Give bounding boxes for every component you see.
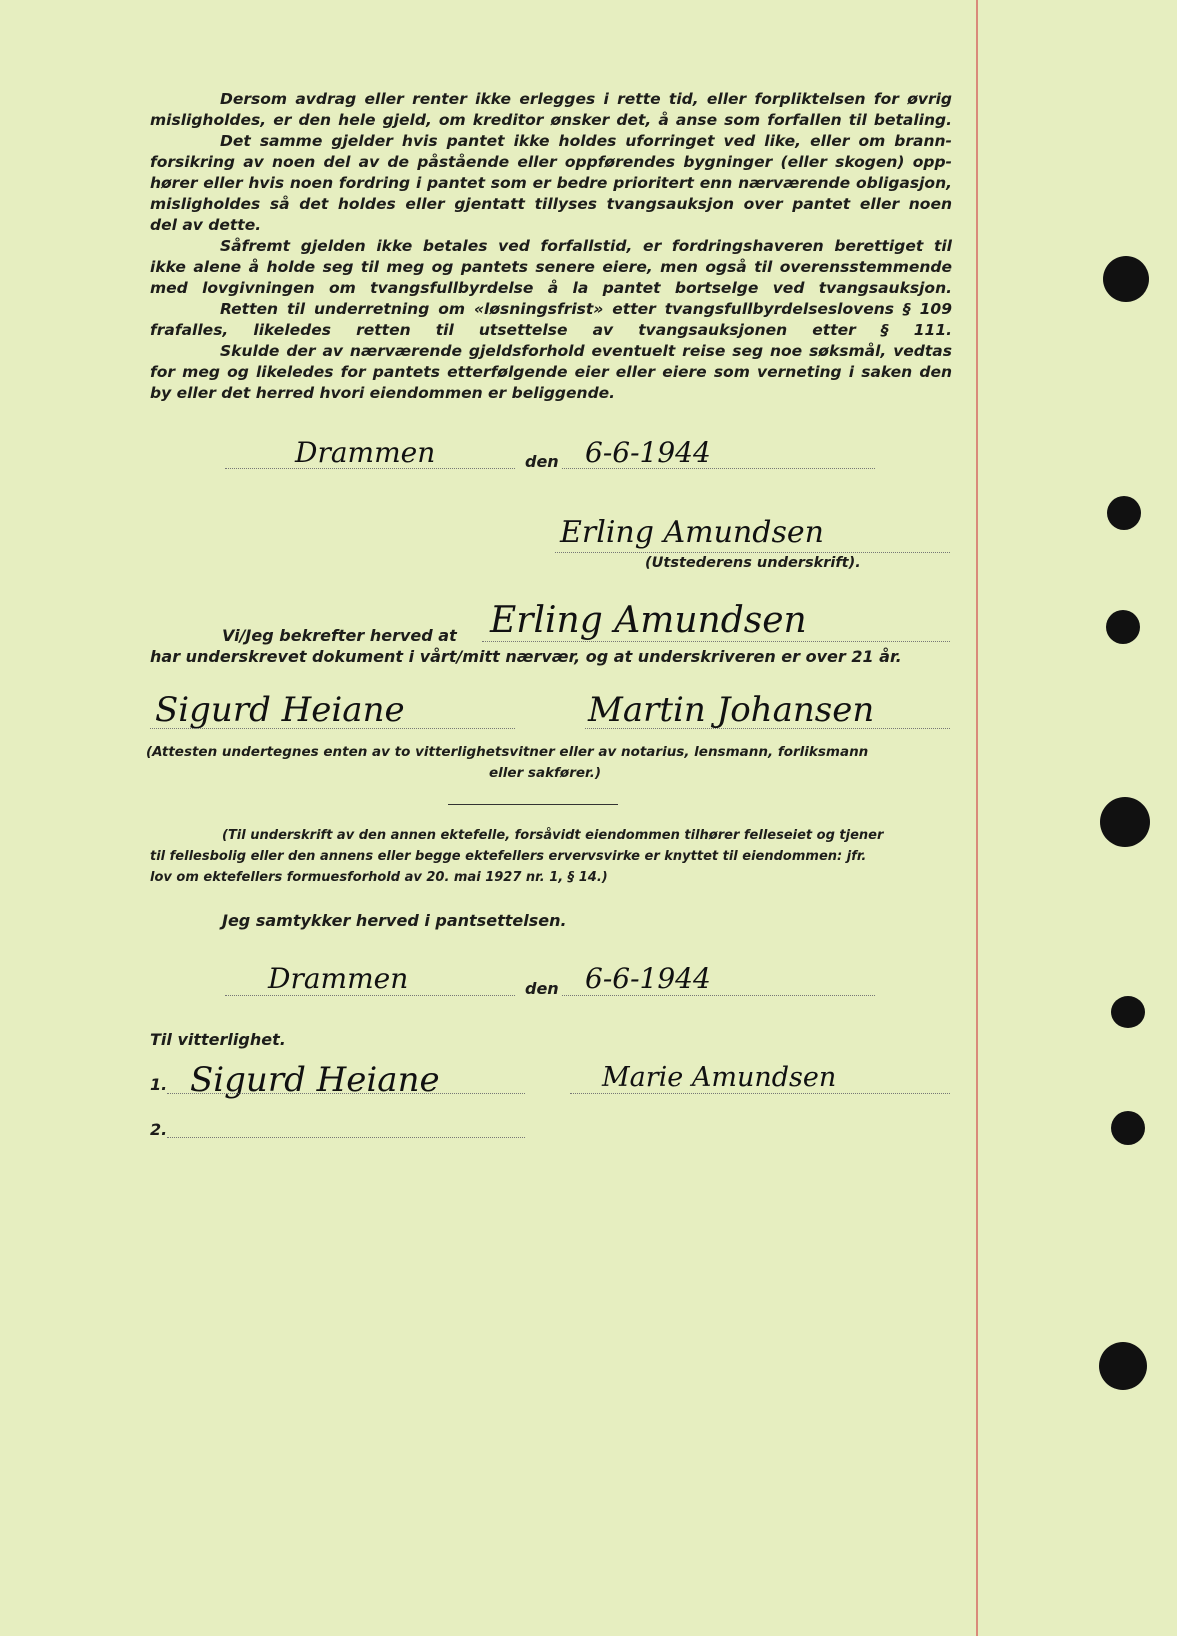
punch-hole [1103,256,1149,302]
clause-insurance [150,131,952,236]
date-2-line [562,995,875,996]
text-line: Såfremt gjelden ikke betales ved forfallstid, er fordringshaveren berettiget til [220,237,952,255]
section-divider [448,804,618,805]
witness-block-line-1 [167,1093,525,1094]
place-handwritten: Drammen [295,436,436,469]
text-line: forsikring av noen del av de påstående eller oppførendes bygninger (eller skogen) opp- [150,153,952,171]
witness-number-2: 2. [150,1120,168,1139]
punch-hole [1111,1111,1145,1145]
witness-number-1: 1. [150,1075,168,1094]
witness-block-title: Til vitterlighet. [150,1030,286,1049]
text-line: for meg og likeledes for pantets etterfølgende eier eller eiere som verneting i saken den [150,363,952,381]
text-line: Skulde der av nærværende gjeldsforhold eventuelt reise seg noe søksmål, vedtas [220,342,952,360]
consent-text: Jeg samtykker herved i pantsettelsen. [222,911,567,930]
attest-name-line [482,641,950,642]
place-2-handwritten: Drammen [268,962,409,995]
witness-1-signature: Sigurd Heiane [155,690,405,730]
text-line: Retten til underretning om «løsningsfrist» etter tvangsfullbyrdelseslovens § 109 [220,300,952,318]
spouse-note-line-2: til fellesbolig eller den annens eller begge ektefellers ervervsvirke er knyttet til eiendommen: jfr. [150,849,867,864]
place-line [225,468,515,469]
punch-hole [1106,610,1140,644]
date-handwritten: 6-6-1944 [585,436,711,469]
text-line: Det samme gjelder hvis pantet ikke holdes uforringet ved like, eller om brann- [220,132,952,150]
den-label: den [525,452,559,471]
punch-hole [1100,797,1150,847]
spouse-signature: Marie Amundsen [602,1062,837,1093]
den-2-label: den [525,979,559,998]
issuer-signature-caption: (Utstederens underskrift). [645,555,861,571]
clause-notice [150,299,952,341]
text-line: frafalles, likeledes retten til utsettelse av tvangsauksjonen etter § 111. [150,321,952,339]
issuer-signature-line [555,552,950,553]
text-line: misligholdes, er den hele gjeld, om kreditor ønsker det, å anse som forfallen til betaling. [150,111,952,129]
attest-note-line-1: (Attesten undertegnes enten av to vitterlighetsvitner eller av notarius, lensmann, forliksmann [146,744,869,760]
attest-note-line-2: eller sakfører.) [489,765,602,781]
place-2-line [225,995,515,996]
spouse-note-line-3: lov om ektefellers formuesforhold av 20. mai 1927 nr. 1, § 14.) [150,870,608,885]
clause-venue [150,341,952,404]
clause-due-date [150,236,952,299]
text-line: Dersom avdrag eller renter ikke erlegges i rette tid, eller forpliktelsen for øvrig [220,90,952,108]
punch-hole [1099,1342,1147,1390]
witness-2-line [585,728,950,729]
text-line: by eller det herred hvori eiendommen er beliggende. [150,384,616,402]
text-line: ikke alene å holde seg til meg og pantets senere eiere, men også til overensstemmende [150,258,952,276]
witness-2-signature: Martin Johansen [588,690,875,730]
attest-name-handwritten: Erling Amundsen [490,600,807,641]
witness-1-line [150,728,515,729]
clause-default [150,89,952,131]
text-line: med lovgivningen om tvangsfullbyrdelse å la pantet bortselge ved tvangsauksjon. [150,279,952,297]
text-line: misligholdes så det holdes eller gjentatt tillyses tvangsauksjon over pantet eller noen [150,195,952,213]
witness-block-signature-1: Sigurd Heiane [190,1060,440,1100]
punch-hole [1111,996,1145,1028]
issuer-signature: Erling Amundsen [560,515,824,550]
spouse-signature-line [570,1093,950,1094]
witness-block-line-2 [167,1137,525,1138]
red-margin-line [976,0,978,1636]
text-line: hører eller hvis noen fordring i pantet som er bedre prioritert enn nærværende obligasjon, [150,174,952,192]
attest-line-2: har underskrevet dokument i vårt/mitt nærvær, og at underskriveren er over 21 år. [150,647,902,666]
date-2-handwritten: 6-6-1944 [585,962,711,995]
punch-hole [1107,496,1141,530]
date-line [562,468,875,469]
text-line: del av dette. [150,216,262,234]
spouse-note-line-1: (Til underskrift av den annen ektefelle, forsåvidt eiendommen tilhører felleseiet og tjener [222,828,884,843]
attest-lead: Vi/Jeg bekrefter herved at [222,626,457,645]
